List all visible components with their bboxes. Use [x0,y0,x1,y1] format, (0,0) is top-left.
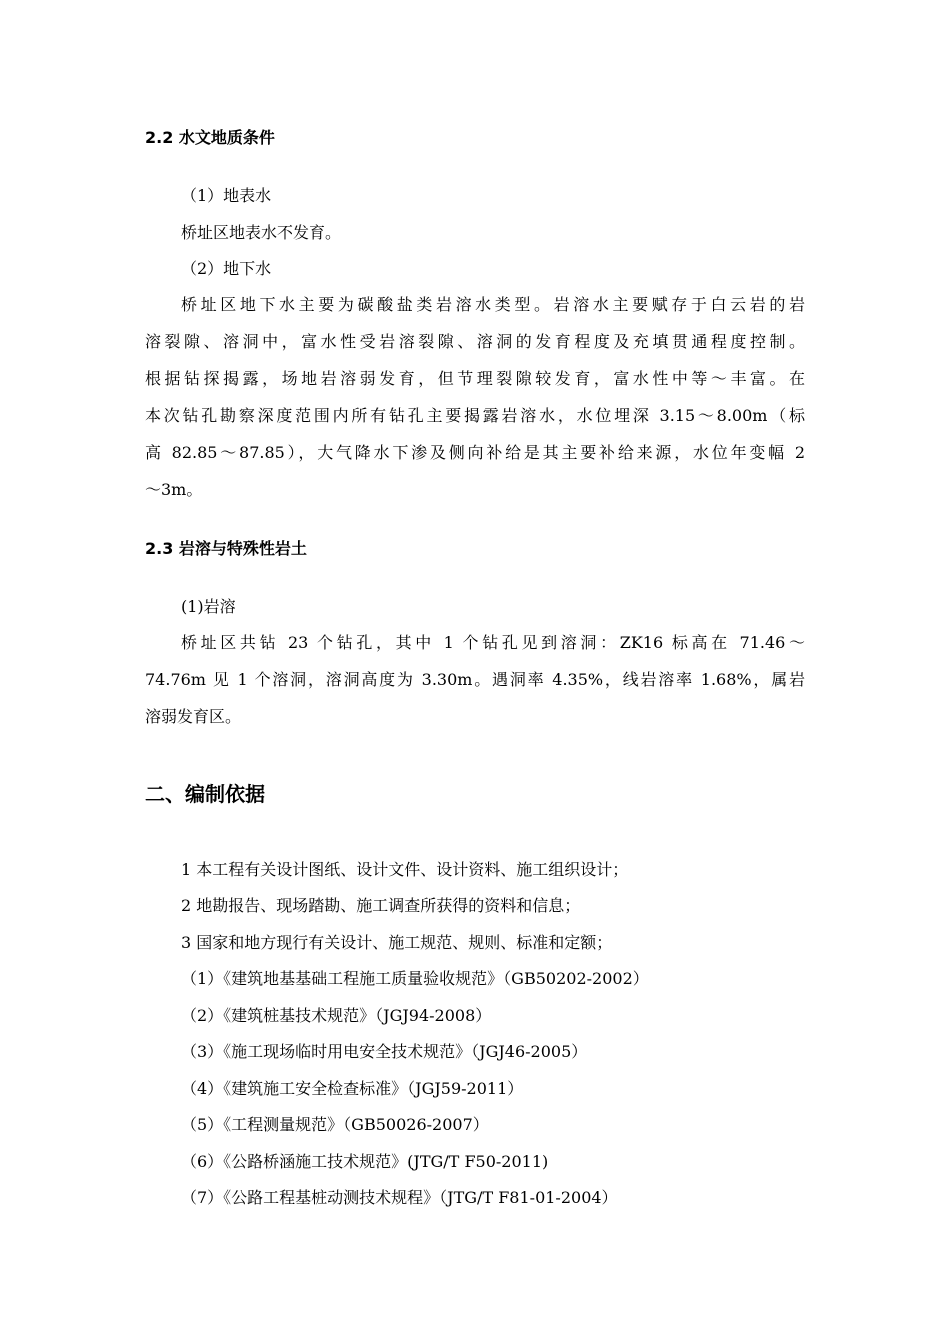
basis-item-2: 2 地勘报告、现场踏勘、施工调查所获得的资料和信息； [181,896,581,915]
chapter-heading-basis: 二、编制依据 [145,782,265,806]
paragraph-surface-water: 桥址区地表水不发育。 [181,223,342,242]
groundwater-line-1: 桥址区地下水主要为碳酸盐类岩溶水类型。岩溶水主要赋存于白云岩的岩 [181,295,805,314]
basis-item-3-5: （5）《工程测量规范》（GB50026-2007） [181,1115,489,1134]
groundwater-line-2: 溶裂隙、溶洞中，富水性受岩溶裂隙、溶洞的发育程度及充填贯通程度控制。 [145,332,805,351]
basis-item-3-2: （2）《建筑桩基技术规范》（JGJ94-2008） [181,1006,492,1025]
subsection-label-surface-water: （1）地表水 [181,186,272,205]
basis-item-1: 1 本工程有关设计图纸、设计文件、设计资料、施工组织设计； [181,860,629,879]
groundwater-line-6: ～3m。 [145,480,203,499]
subsection-label-karst: (1)岩溶 [181,597,236,616]
basis-item-3-7: （7）《公路工程基桩动测技术规程》（JTG/T F81-01-2004） [181,1188,618,1207]
section-heading-2-2: 2.2 水文地质条件 [145,128,275,147]
karst-line-2: 74.76m 见 1 个溶洞，溶洞高度为 3.30m。遇洞率 4.35%，线岩溶率 1.68%，属岩 [145,670,805,689]
basis-item-3: 3 国家和地方现行有关设计、施工规范、规则、标准和定额； [181,933,613,952]
groundwater-line-4: 本次钻孔勘察深度范围内所有钻孔主要揭露岩溶水，水位埋深 3.15～8.00m（标 [145,406,805,425]
basis-item-3-4: （4）《建筑施工安全检查标准》（JGJ59-2011） [181,1079,524,1098]
section-heading-2-3: 2.3 岩溶与特殊性岩土 [145,539,307,558]
karst-line-1: 桥址区共钻 23 个钻孔，其中 1 个钻孔见到溶洞：ZK16 标高在 71.46～ [181,633,805,652]
basis-item-3-1: （1）《建筑地基基础工程施工质量验收规范》（GB50202-2002） [181,969,649,988]
basis-item-3-3: （3）《施工现场临时用电安全技术规范》（JGJ46-2005） [181,1042,588,1061]
groundwater-line-3: 根据钻探揭露，场地岩溶弱发育，但节理裂隙较发育，富水性中等～丰富。在 [145,369,805,388]
basis-item-3-6: （6）《公路桥涵施工技术规范》(JTG/T F50-2011) [181,1152,549,1171]
subsection-label-groundwater: （2）地下水 [181,259,272,278]
karst-line-3: 溶弱发育区。 [145,707,242,726]
groundwater-line-5: 高 82.85～87.85），大气降水下渗及侧向补给是其主要补给来源，水位年变幅 2 [145,443,805,462]
